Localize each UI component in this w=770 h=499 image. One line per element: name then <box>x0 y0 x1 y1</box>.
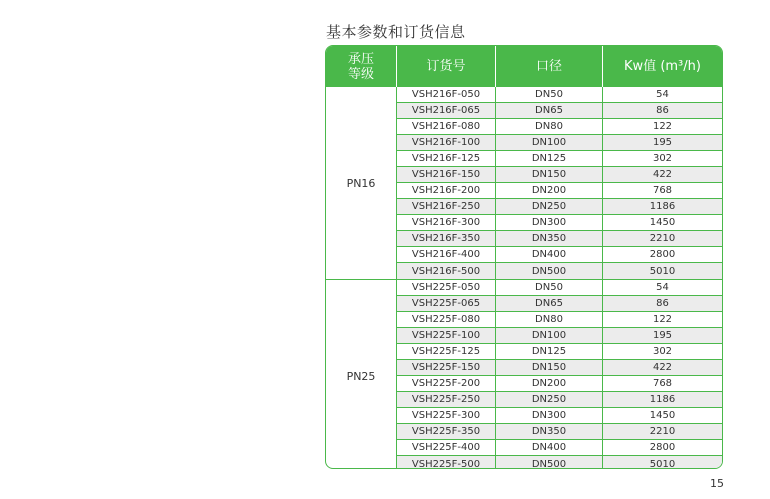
table-row <box>397 263 722 279</box>
table-row <box>397 103 722 119</box>
order-number-cell: VSH216F-250 <box>397 199 496 214</box>
diameter-cell: DN250 <box>496 392 603 407</box>
kw-value-cell: 195 <box>652 330 673 341</box>
diameter-cell: DN65 <box>496 296 603 311</box>
table-row <box>397 456 722 469</box>
diameter-cell: DN125 <box>496 344 603 359</box>
kw-value-cell: 5010 <box>649 265 676 277</box>
order-number-cell: VSH225F-050 <box>397 280 496 295</box>
diameter-cell: DN100 <box>496 135 603 150</box>
diameter-cell: DN50 <box>496 280 603 295</box>
order-number-cell: VSH225F-350 <box>397 424 496 439</box>
diameter-cell: DN125 <box>496 151 603 166</box>
table-row <box>397 360 722 376</box>
table-row <box>397 376 722 392</box>
pressure-group <box>326 280 722 469</box>
diameter-cell: DN250 <box>496 199 603 214</box>
order-number-cell: VSH216F-400 <box>397 247 496 262</box>
table-row <box>397 231 722 247</box>
header-pressure-class: 承压 等级 <box>326 46 397 87</box>
order-number-cell: VSH225F-125 <box>397 344 496 359</box>
table-body <box>326 87 722 469</box>
pressure-class-label: PN25 <box>326 280 397 469</box>
table-row <box>397 328 722 344</box>
order-number-cell: VSH225F-100 <box>397 328 496 343</box>
kw-value-cell: 1450 <box>649 217 676 228</box>
order-number-cell: VSH225F-200 <box>397 376 496 391</box>
order-number-cell: VSH216F-200 <box>397 183 496 198</box>
kw-value-cell: 2210 <box>649 426 676 437</box>
table-row <box>397 167 722 183</box>
table-header <box>326 46 722 87</box>
kw-value-cell: 2800 <box>649 442 676 453</box>
table-row <box>397 199 722 215</box>
order-number-cell: VSH216F-350 <box>397 231 496 246</box>
diameter-cell: DN80 <box>496 312 603 327</box>
table-row <box>397 183 722 199</box>
table-row <box>397 247 722 263</box>
kw-value-cell: 54 <box>656 282 669 293</box>
kw-value-cell: 5010 <box>649 458 676 469</box>
kw-value-cell: 1186 <box>649 394 676 405</box>
diameter-cell: DN500 <box>496 263 603 279</box>
diameter-cell: DN350 <box>496 231 603 246</box>
diameter-cell: DN300 <box>496 215 603 230</box>
diameter-cell: DN500 <box>496 456 603 469</box>
kw-value-cell: 122 <box>652 314 673 325</box>
page-number: 15 <box>710 477 724 490</box>
order-number-cell: VSH225F-080 <box>397 312 496 327</box>
order-number-cell: VSH216F-125 <box>397 151 496 166</box>
diameter-cell: DN150 <box>496 360 603 375</box>
kw-value-cell: 195 <box>652 137 673 148</box>
table-row <box>397 312 722 328</box>
table-row <box>397 344 722 360</box>
table-row <box>397 87 722 103</box>
page-title: 基本参数和订货信息 <box>326 23 466 41</box>
order-number-cell: VSH216F-080 <box>397 119 496 134</box>
kw-value-cell: 2800 <box>649 249 676 260</box>
order-number-cell: VSH225F-150 <box>397 360 496 375</box>
diameter-cell: DN65 <box>496 103 603 118</box>
kw-value-cell: 302 <box>652 153 673 164</box>
order-number-cell: VSH216F-100 <box>397 135 496 150</box>
order-number-cell: VSH216F-065 <box>397 103 496 118</box>
table-row <box>397 296 722 312</box>
kw-value-cell: 122 <box>652 121 673 132</box>
table-row <box>397 424 722 440</box>
diameter-cell: DN80 <box>496 119 603 134</box>
kw-value-cell: 422 <box>652 362 673 373</box>
diameter-cell: DN150 <box>496 167 603 182</box>
diameter-cell: DN200 <box>496 183 603 198</box>
order-number-cell: VSH225F-300 <box>397 408 496 423</box>
diameter-cell: DN300 <box>496 408 603 423</box>
table-row <box>397 215 722 231</box>
order-number-cell: VSH225F-250 <box>397 392 496 407</box>
table-row <box>397 392 722 408</box>
kw-value-cell: 2210 <box>649 233 676 244</box>
kw-value-cell: 768 <box>652 378 673 389</box>
kw-value-cell: 302 <box>652 346 673 357</box>
table-row <box>397 440 722 456</box>
table-row <box>397 151 722 167</box>
diameter-cell: DN100 <box>496 328 603 343</box>
kw-value-cell: 768 <box>652 185 673 196</box>
kw-value-cell: 86 <box>656 298 669 309</box>
parameters-table <box>325 45 723 469</box>
table-row <box>397 119 722 135</box>
kw-value-cell: 1186 <box>649 201 676 212</box>
kw-value-cell: 1450 <box>649 410 676 421</box>
order-number-cell: VSH225F-400 <box>397 440 496 455</box>
diameter-cell: DN400 <box>496 440 603 455</box>
header-diameter: 口径 <box>496 46 603 87</box>
diameter-cell: DN400 <box>496 247 603 262</box>
diameter-cell: DN350 <box>496 424 603 439</box>
table-row <box>397 135 722 151</box>
header-kw-value: Kw值 (m³/h) <box>624 59 701 74</box>
diameter-cell: DN200 <box>496 376 603 391</box>
kw-value-cell: 54 <box>656 89 669 100</box>
pressure-group <box>326 87 722 280</box>
header-order-number: 订货号 <box>397 46 496 87</box>
kw-value-cell: 422 <box>652 169 673 180</box>
order-number-cell: VSH225F-500 <box>397 456 496 469</box>
order-number-cell: VSH225F-065 <box>397 296 496 311</box>
table-row <box>397 280 722 296</box>
order-number-cell: VSH216F-050 <box>397 87 496 102</box>
diameter-cell: DN50 <box>496 87 603 102</box>
kw-value-cell: 86 <box>656 105 669 116</box>
table-row <box>397 408 722 424</box>
order-number-cell: VSH216F-500 <box>397 263 496 279</box>
order-number-cell: VSH216F-300 <box>397 215 496 230</box>
pressure-class-label: PN16 <box>326 87 397 279</box>
order-number-cell: VSH216F-150 <box>397 167 496 182</box>
